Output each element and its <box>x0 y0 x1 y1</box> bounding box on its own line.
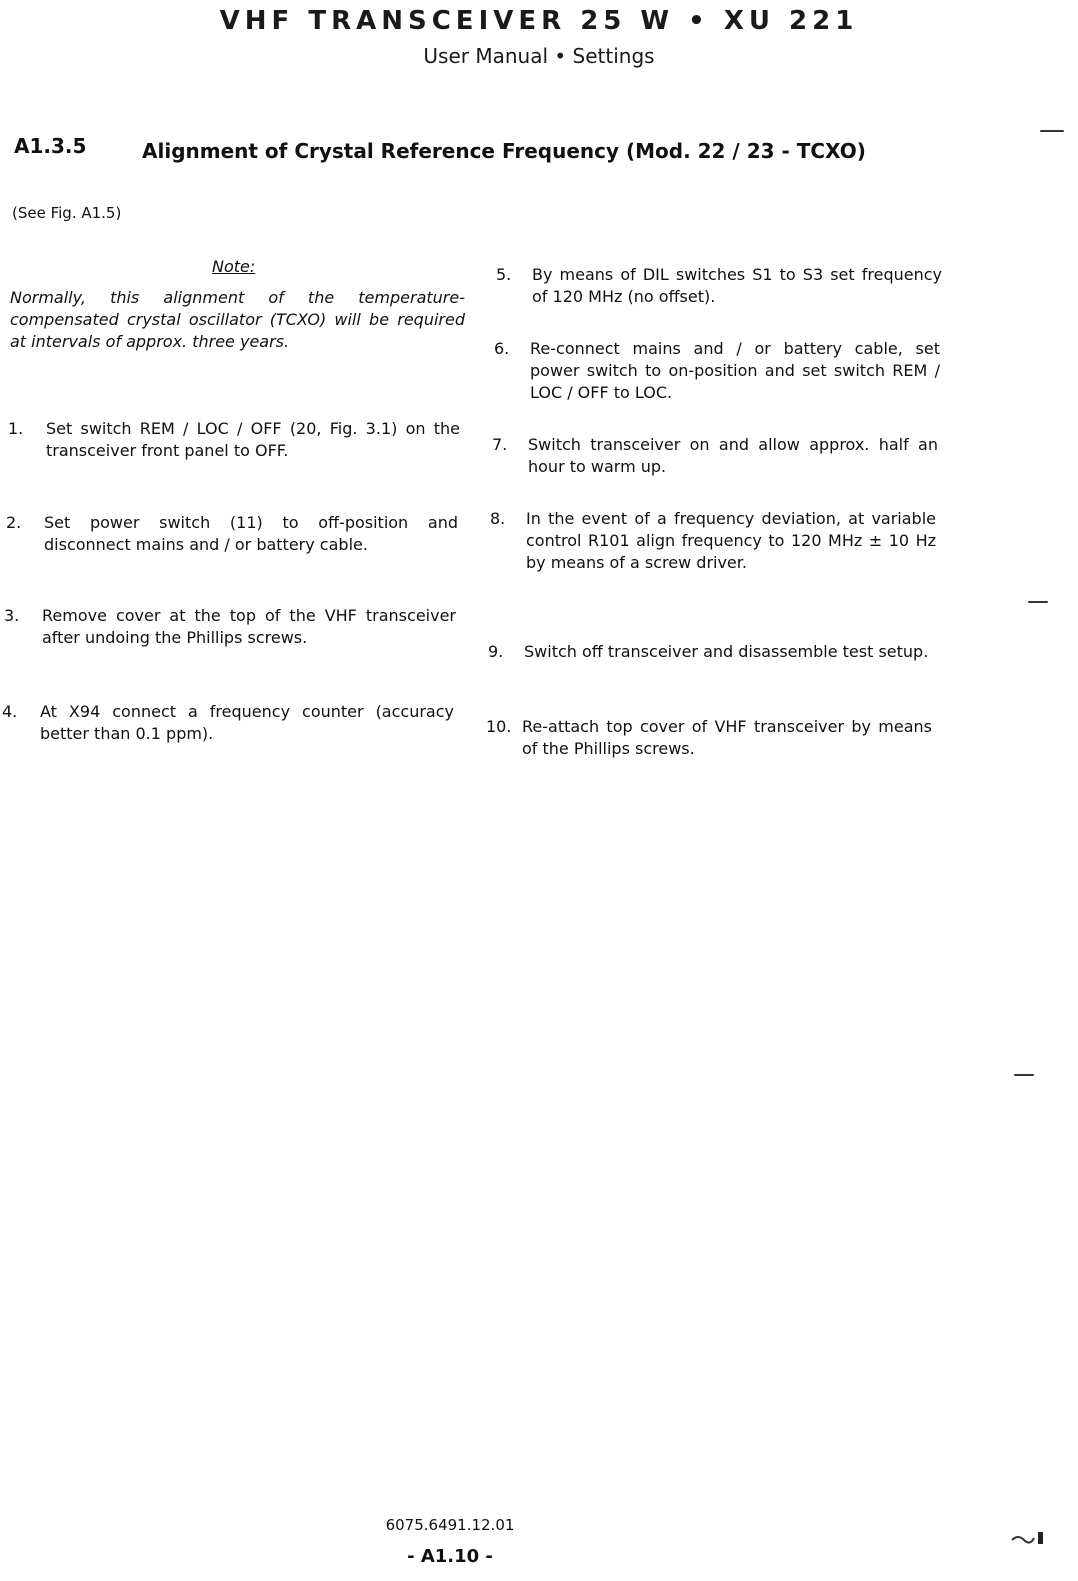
document-number: 6075.6491.12.01 <box>385 1516 515 1534</box>
step-text: Switch off transceiver and disassemble test setup. <box>524 642 929 661</box>
note-text: Normally, this alignment of the temperature-compensated crystal oscillator (TCXO) will be required at intervals of approx. three years. <box>10 288 465 351</box>
step-text: By means of DIL switches S1 to S3 set frequency of 120 MHz (no offset). <box>532 265 942 306</box>
step-number: 8. <box>490 509 506 528</box>
document-subtitle: User Manual • Settings <box>423 44 655 68</box>
step-number: 5. <box>496 265 512 284</box>
step-text: Re-attach top cover of VHF transceiver by means of the Phillips screws. <box>522 717 932 758</box>
step-text: Set switch REM / LOC / OFF (20, Fig. 3.1) on the transceiver front panel to OFF. <box>46 419 460 460</box>
step-number: 2. <box>6 513 22 532</box>
step-text: At X94 connect a frequency counter (accuracy better than 0.1 ppm). <box>40 702 454 743</box>
section-number: A1.3.5 <box>14 134 87 158</box>
step-text: Set power switch (11) to off-position and disconnect mains and / or battery cable. <box>44 513 458 554</box>
step-number: 10. <box>486 717 512 736</box>
step-text: In the event of a frequency deviation, at variable control R101 align frequency to 120 MHz ± 10 Hz by means of a screw driver. <box>526 509 936 572</box>
margin-mark <box>1014 1074 1034 1076</box>
step-number: 4. <box>2 702 18 721</box>
step-number: 7. <box>492 435 508 454</box>
margin-mark <box>1010 1528 1046 1548</box>
figure-reference: (See Fig. A1.5) <box>12 204 122 222</box>
step-text: Remove cover at the top of the VHF transceiver after undoing the Phillips screws. <box>42 606 456 647</box>
page-number: - A1.10 - <box>407 1546 493 1567</box>
document-title: VHF TRANSCEIVER 25 W • XU 221 <box>219 6 859 36</box>
section-title: Alignment of Crystal Reference Frequency (Mod. 22 / 23 - TCXO) <box>142 139 866 163</box>
step-text: Switch transceiver on and allow approx. half an hour to warm up. <box>528 435 938 476</box>
step-number: 6. <box>494 339 510 358</box>
margin-mark <box>1040 130 1064 132</box>
step-text: Re-connect mains and / or battery cable, set power switch to on-position and set switch REM / LOC / OFF to LOC. <box>530 339 940 402</box>
step-number: 9. <box>488 642 504 661</box>
note-heading: Note: <box>212 257 256 276</box>
margin-mark <box>1028 601 1048 603</box>
step-number: 1. <box>8 419 24 438</box>
step-number: 3. <box>4 606 20 625</box>
